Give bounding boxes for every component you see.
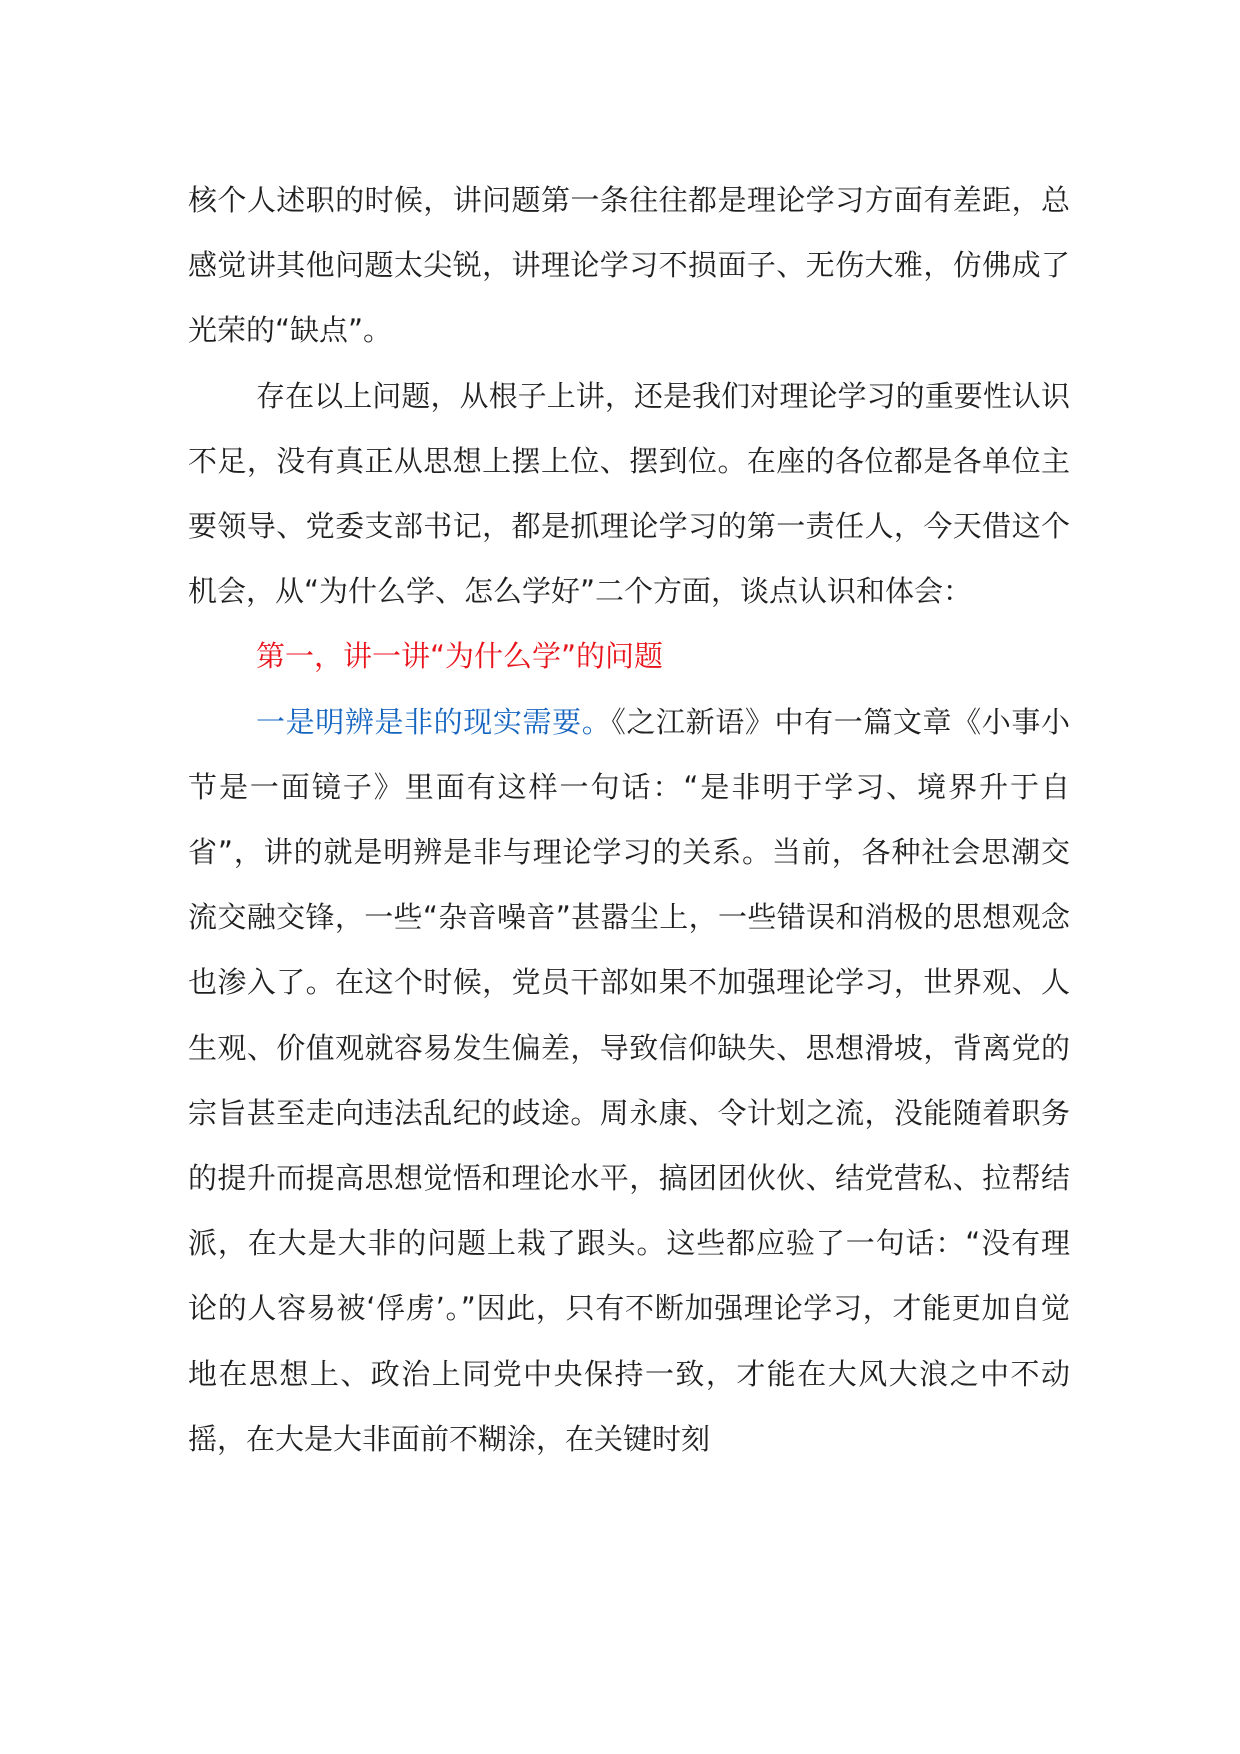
paragraph-continuation: [188, 168, 1070, 364]
paragraph-point-one: [188, 690, 1070, 1472]
document-body: [188, 168, 1070, 1472]
paragraph-text: 存在以上问题，从根子上讲，还是我们对理论学习的重要性认识不足，没有真正从思想上摆上位、摆到位。在座的各位都是各单位主要领导、党委支部书记，都是抓理论学习的第一责任人，今天借这个机会，从“为什么学、怎么学好”二个方面，谈点认识和体会：: [188, 378, 1070, 609]
paragraph-text: 《之江新语》中有一篇文章《小事小节是一面镜子》里面有这样一句话：“是非明于学习、境界升于自省”，讲的就是明辨是非与理论学习的关系。当前，各种社会思潮交流交融交锋，一些“杂音噪音”甚嚣尘上，一些错误和消极的思想观念也渗入了。在这个时候，党员干部如果不加强理论学习，世界观、人生观、价值观就容易发生偏差，导致信仰缺失、思想滑坡，背离党的宗旨甚至走向违法乱纪的歧途。周永康、令计划之流，没能随着职务的提升而提高思想觉悟和理论水平，搞团团伙伙、结党营私、拉帮结派，在大是大非的问题上栽了跟头。这些都应验了一句话：“没有理论的人容易被‘俘虏’。”因此，只有不断加强理论学习，才能更加自觉地在思想上、政治上同党中央保持一致，才能在大风大浪之中不动摇，在大是大非面前不糊涂，在关键时刻: [188, 704, 1070, 1456]
point-lead-text: 一是明辨是非的现实需要。: [256, 704, 612, 739]
section-heading: [188, 624, 1070, 689]
paragraph-root-cause: [188, 364, 1070, 625]
section-heading-text: 第一，讲一讲“为什么学”的问题: [256, 639, 664, 674]
paragraph-text: 核个人述职的时候，讲问题第一条往往都是理论学习方面有差距，总感觉讲其他问题太尖锐，讲理论学习不损面子、无伤大雅，仿佛成了光荣的“缺点”。: [188, 183, 1070, 348]
